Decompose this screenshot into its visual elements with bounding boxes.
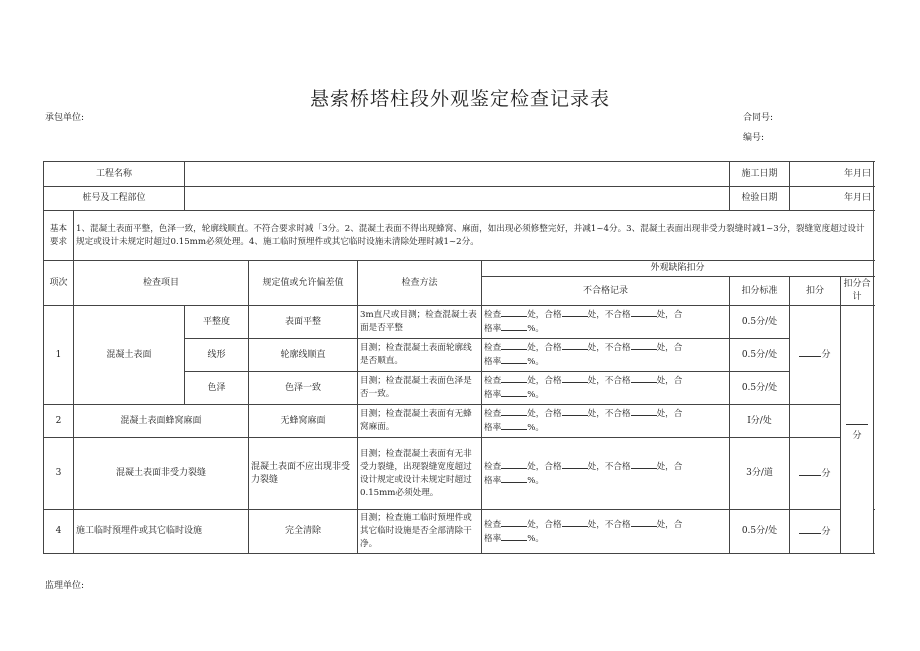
project-name-field[interactable] — [185, 162, 730, 187]
table-row — [44, 438, 874, 510]
col-method: 检查方法 — [358, 261, 482, 306]
col-check-item: 检查项目 — [74, 261, 249, 306]
contractor-label: 承包单位: — [45, 113, 85, 123]
row-no: 3 — [44, 438, 74, 510]
construction-date-label: 施工日期 — [730, 162, 790, 187]
nonconform-record[interactable]: 检查 处，合格 处，不合格 处，合 格率 %。 — [482, 372, 730, 405]
row-spec: 无蜂窝麻面 — [249, 405, 358, 438]
construction-date-value[interactable]: 年月曰 — [790, 162, 874, 187]
col-spec: 规定值或允许偏差值 — [249, 261, 358, 306]
subitem-name: 色泽 — [185, 372, 249, 405]
subitem-name: 平整度 — [185, 306, 249, 339]
serial-no-label: 编号: — [743, 133, 765, 143]
col-item-no: 项次 — [44, 261, 74, 306]
row-method: 3m直尺或目测；检查混凝土表面是否平整 — [358, 306, 482, 339]
nonconform-record[interactable]: 检查 处，合格 处，不合格 处，合 格率 %。 — [482, 339, 730, 372]
deduct-score[interactable] — [790, 405, 841, 438]
pile-location-field[interactable] — [185, 187, 730, 211]
requirements-label: 基本要求 — [44, 211, 74, 261]
row-spec: 轮廓线顺直 — [249, 339, 358, 372]
table-row — [44, 405, 874, 438]
contract-no-label: 合同号: — [743, 113, 774, 123]
nonconform-record[interactable]: 检查 处，合格 处，不合格 处，合 格率 %。 — [482, 306, 730, 339]
deduct-standard: 0.5分/处 — [730, 372, 790, 405]
deduct-score[interactable]: 分 — [790, 438, 841, 510]
row-item: 施工临时预埋件或其它临时设施 — [74, 510, 249, 554]
row-method: 目测；检查施工临时预埋件或其它临时设施是否全部清除干净。 — [358, 510, 482, 554]
col-nonconform: 不合格记录 — [482, 277, 730, 306]
row-method: 目测；检查混凝土表面有无蜂窝麻面。 — [358, 405, 482, 438]
col-deduct-std: 扣分标准 — [730, 277, 790, 306]
deduct-standard: 0.5分/处 — [730, 510, 790, 554]
deduct-score[interactable]: 分 — [790, 510, 841, 554]
row-item: 混凝土表面非受力裂缝 — [74, 438, 249, 510]
row-spec: 混凝土表面不应出现非受力裂缝 — [249, 438, 358, 510]
row-method: 目测；检查混凝土表面有无非受力裂缝，出现裂缝宽度超过设计规定或设计未规定时超过0.15mm必须处理。 — [358, 438, 482, 510]
col-deduct: 扣分 — [790, 277, 841, 306]
row-item: 混凝土表面蜂窝麻面 — [74, 405, 249, 438]
row-spec: 完全清除 — [249, 510, 358, 554]
row-method: 目测；检查混凝土表面轮廓线是否顺直。 — [358, 339, 482, 372]
deduct-total-score[interactable]: 分 — [841, 306, 874, 554]
deduct-score[interactable]: 分 — [790, 306, 841, 405]
deduct-standard: 0.5分/处 — [730, 339, 790, 372]
row-group: 混凝土表面 — [74, 306, 185, 405]
nonconform-record[interactable]: 检查 处，合格 处，不合格 处，合 格率 %。 — [482, 405, 730, 438]
deduct-standard: 3分/道 — [730, 438, 790, 510]
table-row — [44, 306, 874, 339]
nonconform-record[interactable]: 检查 处，合格 处，不合格 处，合 格率 %。 — [482, 438, 730, 510]
col-defect-group: 外观缺陷扣分 — [482, 261, 874, 277]
inspection-date-value[interactable]: 年月曰 — [790, 187, 874, 211]
row-no: 2 — [44, 405, 74, 438]
row-no: 1 — [44, 306, 74, 405]
row-spec: 表面平整 — [249, 306, 358, 339]
inspection-date-label: 检验日期 — [730, 187, 790, 211]
inspection-record-table — [43, 161, 874, 554]
pile-location-label: 桩号及工程部位 — [44, 187, 185, 211]
page-title: 悬索桥塔柱段外观鉴定检查记录表 — [309, 88, 610, 110]
row-spec: 色泽一致 — [249, 372, 358, 405]
subitem-name: 线形 — [185, 339, 249, 372]
row-method: 目测；检查混凝土表面色泽是否一致。 — [358, 372, 482, 405]
row-no: 4 — [44, 510, 74, 554]
deduct-standard: 0.5分/处 — [730, 306, 790, 339]
supervisor-label: 监理单位: — [45, 581, 85, 591]
table-row — [44, 510, 874, 554]
deduct-standard: I分/处 — [730, 405, 790, 438]
col-deduct-total: 扣分合计 — [841, 277, 874, 306]
nonconform-record[interactable]: 检查 处，合格 处，不合格 处，合 格率 %。 — [482, 510, 730, 554]
requirements-text: 1、混凝土表面平整，色泽一致，轮廓线顺直。不符合要求时减「3分。2、混凝土表面不得出现蜂窝、麻面，如出现必须修整完好，并减1~4分。3、混凝土表面出现非受力裂缝时减1~3分，裂缝宽度超过设计规定或设计未规定时超过0.15mm必须处理。4、施工临时预埋件或其它临时设施未清除处理时减1~2分。 — [74, 211, 874, 261]
project-name-label: 工程名称 — [44, 162, 185, 187]
